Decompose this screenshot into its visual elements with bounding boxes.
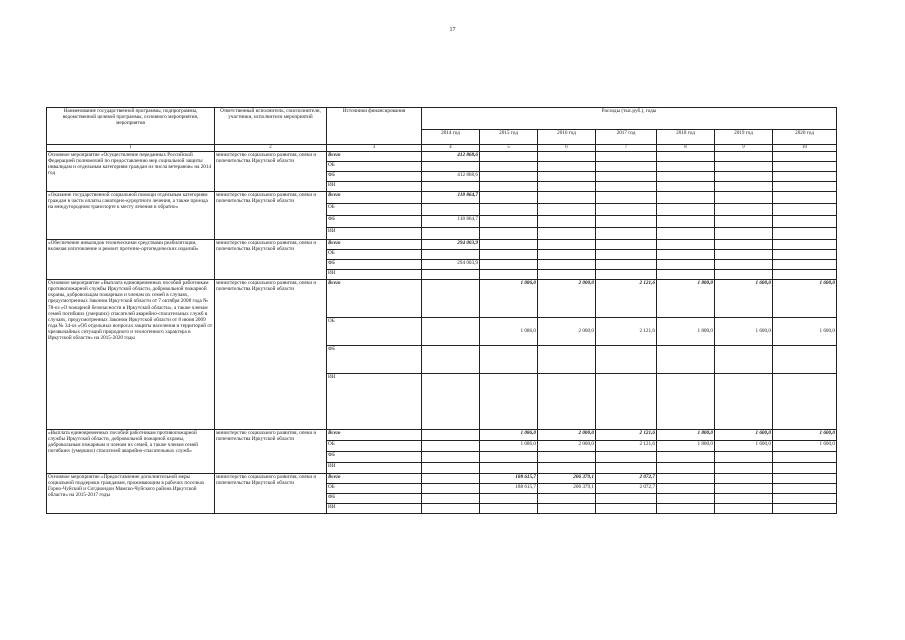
amount-cell: 1 086,0	[480, 430, 538, 441]
amount-cell	[596, 162, 657, 172]
funding-source: ИИ	[327, 270, 422, 280]
funding-source: ОБ	[327, 318, 422, 346]
amount-cell	[422, 280, 480, 318]
amount-cell	[596, 250, 657, 260]
amount-cell: 2 072,7	[596, 474, 657, 484]
funding-source: ИИ	[327, 228, 422, 240]
amount-cell	[480, 494, 538, 504]
amount-cell	[715, 240, 773, 250]
amount-cell	[715, 484, 773, 494]
amount-cell: 2 000,0	[538, 318, 596, 346]
amount-cell	[715, 162, 773, 172]
amount-cell: 118 864,7	[422, 216, 480, 228]
amount-cell	[773, 452, 837, 463]
amount-cell	[657, 152, 715, 162]
amount-cell	[596, 152, 657, 162]
amount-cell: 1 600,0	[715, 280, 773, 318]
column-number: 1	[47, 145, 215, 152]
year-header: 2014 год	[422, 130, 480, 145]
funding-source: ОБ	[327, 204, 422, 216]
amount-cell	[480, 216, 538, 228]
table-row	[47, 192, 837, 204]
responsible-executor: министерство социального развития, опеки и попечительства Иркутской области	[215, 192, 327, 240]
amount-cell	[480, 152, 538, 162]
amount-cell	[596, 463, 657, 474]
amount-cell: 1 600,0	[773, 430, 837, 441]
amount-cell: 1 600,0	[773, 280, 837, 318]
amount-cell	[596, 260, 657, 270]
amount-cell	[657, 374, 715, 430]
amount-cell	[596, 374, 657, 430]
column-number: 8	[657, 145, 715, 152]
table-row	[47, 474, 837, 484]
amount-cell: 412 868,6	[422, 172, 480, 182]
amount-cell	[538, 494, 596, 504]
column-number: 2	[215, 145, 327, 152]
year-header: 2015 год	[480, 130, 538, 145]
amount-cell: 2 000,0	[538, 430, 596, 441]
amount-cell: 1 800,0	[657, 280, 715, 318]
amount-cell	[538, 452, 596, 463]
amount-cell: 1 800,0	[657, 318, 715, 346]
budget-table	[46, 107, 837, 514]
year-header: 2020 год	[773, 130, 837, 145]
amount-cell	[480, 374, 538, 430]
amount-cell	[773, 172, 837, 182]
amount-cell	[715, 346, 773, 374]
amount-cell	[773, 504, 837, 514]
amount-cell	[596, 240, 657, 250]
amount-cell	[657, 494, 715, 504]
amount-cell	[657, 216, 715, 228]
budget-table-body	[47, 152, 837, 514]
funding-source: ФБ	[327, 346, 422, 374]
activity-name: «Обеспечение инвалидов техническими средствами реабилитации, включая изготовление и ремонт протезно-ортопедических изделий»	[47, 240, 215, 280]
responsible-executor: министерство социального развития, опеки и попечительства Иркутской области	[215, 474, 327, 514]
amount-cell	[773, 494, 837, 504]
col-header-expenses: Расходы (тыс.руб.), годы	[422, 108, 837, 130]
amount-cell	[480, 172, 538, 182]
amount-cell	[773, 152, 837, 162]
column-number: 9	[715, 145, 773, 152]
amount-cell	[657, 346, 715, 374]
year-header: 2017 год	[596, 130, 657, 145]
amount-cell	[773, 260, 837, 270]
amount-cell	[596, 504, 657, 514]
amount-cell	[538, 346, 596, 374]
amount-cell	[480, 162, 538, 172]
year-header: 2019 год	[715, 130, 773, 145]
amount-cell	[538, 228, 596, 240]
amount-cell	[715, 152, 773, 162]
funding-source: ИИ	[327, 374, 422, 430]
table-row	[47, 430, 837, 441]
amount-cell	[538, 204, 596, 216]
funding-source: Всего	[327, 192, 422, 204]
amount-cell: 2 121,6	[596, 430, 657, 441]
activity-name: Основное мероприятие «Осуществление переданных Российской Федерацией полномочий по предоставлению мер социальной защиты инвалидам и отдельным категориям граждан из числа ветеранов» на 2014 год	[47, 152, 215, 192]
funding-source: Всего	[327, 240, 422, 250]
amount-cell	[773, 346, 837, 374]
column-number: 4	[422, 145, 480, 152]
amount-cell: 1 600,0	[715, 430, 773, 441]
amount-cell	[538, 216, 596, 228]
amount-cell	[596, 192, 657, 204]
amount-cell	[657, 228, 715, 240]
amount-cell	[480, 240, 538, 250]
amount-cell	[715, 463, 773, 474]
funding-source: Всего	[327, 152, 422, 162]
amount-cell	[657, 250, 715, 260]
amount-cell	[773, 182, 837, 192]
amount-cell	[422, 463, 480, 474]
amount-cell: 188 615,7	[480, 484, 538, 494]
amount-cell	[422, 162, 480, 172]
funding-source: ФБ	[327, 172, 422, 182]
amount-cell	[538, 270, 596, 280]
amount-cell	[596, 204, 657, 216]
amount-cell: 118 864,7	[422, 192, 480, 204]
amount-cell	[538, 152, 596, 162]
table-row	[47, 152, 837, 162]
year-header: 2018 год	[657, 130, 715, 145]
amount-cell	[657, 162, 715, 172]
amount-cell: 1 600,0	[773, 441, 837, 452]
funding-source: ОБ	[327, 250, 422, 260]
amount-cell	[715, 452, 773, 463]
amount-cell	[480, 504, 538, 514]
amount-cell	[715, 250, 773, 260]
amount-cell: 294 003,9	[422, 240, 480, 250]
amount-cell: 2 121,6	[596, 318, 657, 346]
amount-cell	[422, 270, 480, 280]
funding-source: ОБ	[327, 162, 422, 172]
amount-cell	[422, 374, 480, 430]
amount-cell: 1 800,0	[657, 430, 715, 441]
amount-cell: 188 615,7	[480, 474, 538, 484]
amount-cell: 1 086,0	[480, 318, 538, 346]
amount-cell	[480, 228, 538, 240]
amount-cell: 412 868,6	[422, 152, 480, 162]
funding-source: ОБ	[327, 441, 422, 452]
amount-cell	[773, 250, 837, 260]
page-number: 17	[449, 27, 456, 33]
amount-cell	[657, 240, 715, 250]
amount-cell	[596, 494, 657, 504]
funding-source: ИИ	[327, 182, 422, 192]
amount-cell	[715, 204, 773, 216]
amount-cell	[773, 192, 837, 204]
funding-source: ФБ	[327, 216, 422, 228]
amount-cell	[715, 182, 773, 192]
amount-cell	[422, 504, 480, 514]
amount-cell: 2 000,0	[538, 441, 596, 452]
amount-cell: 1 800,0	[657, 441, 715, 452]
amount-cell	[422, 441, 480, 452]
amount-cell	[773, 484, 837, 494]
amount-cell	[480, 463, 538, 474]
amount-cell	[657, 260, 715, 270]
amount-cell: 2 072,7	[596, 484, 657, 494]
year-header: 2016 год	[538, 130, 596, 145]
amount-cell	[715, 270, 773, 280]
amount-cell	[773, 162, 837, 172]
amount-cell	[422, 346, 480, 374]
amount-cell	[480, 192, 538, 204]
table-row	[47, 240, 837, 250]
amount-cell	[657, 474, 715, 484]
amount-cell	[422, 228, 480, 240]
funding-source: ФБ	[327, 452, 422, 463]
funding-source: ИИ	[327, 463, 422, 474]
amount-cell: 1 600,0	[715, 441, 773, 452]
funding-source: ФБ	[327, 494, 422, 504]
amount-cell: 1 086,0	[480, 280, 538, 318]
amount-cell	[715, 192, 773, 204]
amount-cell	[773, 270, 837, 280]
column-number: 6	[538, 145, 596, 152]
amount-cell	[773, 228, 837, 240]
amount-cell	[715, 228, 773, 240]
amount-cell	[422, 452, 480, 463]
funding-source: Всего	[327, 474, 422, 484]
column-number: 7	[596, 145, 657, 152]
amount-cell	[596, 346, 657, 374]
amount-cell	[538, 463, 596, 474]
amount-cell	[538, 260, 596, 270]
amount-cell	[538, 182, 596, 192]
amount-cell	[480, 182, 538, 192]
amount-cell	[596, 182, 657, 192]
amount-cell	[596, 270, 657, 280]
amount-cell	[480, 250, 538, 260]
responsible-executor: министерство социального развития, опеки и попечительства Иркутской области	[215, 280, 327, 430]
amount-cell	[480, 452, 538, 463]
amount-cell	[657, 172, 715, 182]
amount-cell	[773, 216, 837, 228]
funding-source: Всего	[327, 430, 422, 441]
column-number: 3	[327, 145, 422, 152]
amount-cell: 1 600,0	[715, 318, 773, 346]
amount-cell	[422, 430, 480, 441]
activity-name: Основное мероприятие «Предоставление дополнительной меры социальной поддержки гражданам, проживающим в рабочих поселках Горно-Чуйский и Согдиондон Мамско-Чуйского района Иркутской области» на 2015-2017 годы	[47, 474, 215, 514]
amount-cell	[657, 204, 715, 216]
amount-cell	[657, 452, 715, 463]
responsible-executor: министерство социального развития, опеки и попечительства Иркутской области	[215, 240, 327, 280]
amount-cell	[422, 204, 480, 216]
amount-cell: 206 379,1	[538, 484, 596, 494]
amount-cell	[596, 216, 657, 228]
amount-cell	[538, 162, 596, 172]
amount-cell	[422, 250, 480, 260]
amount-cell	[538, 192, 596, 204]
col-header-responsible: Ответственный исполнитель, соисполнители, участники, исполнители мероприятий	[215, 108, 327, 145]
activity-name: «Выплата единовременных пособий работникам противопожарной службы Иркутской области, добровольной пожарной охраны, добровольным пожарным и членам их семей, а также членам семей погибших (умерших) спасателей аварийно-спасательных служб»	[47, 430, 215, 474]
amount-cell	[422, 182, 480, 192]
amount-cell	[715, 494, 773, 504]
amount-cell	[538, 240, 596, 250]
amount-cell	[480, 270, 538, 280]
amount-cell	[773, 374, 837, 430]
amount-cell	[715, 374, 773, 430]
amount-cell	[422, 484, 480, 494]
amount-cell: 1 086,0	[480, 441, 538, 452]
amount-cell	[715, 504, 773, 514]
amount-cell	[773, 463, 837, 474]
amount-cell	[596, 228, 657, 240]
amount-cell	[538, 504, 596, 514]
activity-name: Основное мероприятие «Выплата единовременных пособий работникам противопожарной службы Иркутской области, добровольной пожарной охраны, добровольцам пожарным и членам их семей в случаях, предусмотренных Законом Иркутской области от 7 октября 2008 года № 78-оз «О пожарной безопасности в Иркутской области», а также членам семей погибших (умерших) спасателей аварийно-спасательных служб в случаях, предусмотренных Законом Иркутской области от 8 июня 2009 года № 34-оз «Об отдельных вопросах защиты населения и территорий от чрезвычайных ситуаций природного и техногенного характера в Иркутской области» на 2015-2020 годы	[47, 280, 215, 430]
table-row	[47, 280, 837, 318]
col-header-source: Источники финансирования	[327, 108, 422, 145]
activity-name: «Оказание государственной социальной помощи отдельным категориям граждан в части оплаты санаторно-курортного лечения, а также проезда на междугородном транспорте к месту лечения и обратно»	[47, 192, 215, 240]
amount-cell	[715, 172, 773, 182]
amount-cell	[773, 240, 837, 250]
amount-cell	[657, 463, 715, 474]
column-number: 5	[480, 145, 538, 152]
amount-cell	[773, 474, 837, 484]
amount-cell: 2 121,6	[596, 441, 657, 452]
amount-cell	[538, 172, 596, 182]
amount-cell: 2 000,0	[538, 280, 596, 318]
responsible-executor: министерство социального развития, опеки и попечительства Иркутской области	[215, 430, 327, 474]
amount-cell	[657, 504, 715, 514]
amount-cell	[657, 182, 715, 192]
amount-cell	[657, 192, 715, 204]
amount-cell	[715, 216, 773, 228]
funding-source: ОБ	[327, 484, 422, 494]
amount-cell	[538, 374, 596, 430]
amount-cell	[657, 270, 715, 280]
amount-cell	[538, 250, 596, 260]
amount-cell	[480, 346, 538, 374]
amount-cell: 294 003,9	[422, 260, 480, 270]
column-number: 10	[773, 145, 837, 152]
amount-cell	[596, 172, 657, 182]
amount-cell	[422, 494, 480, 504]
amount-cell	[715, 474, 773, 484]
amount-cell	[657, 484, 715, 494]
amount-cell	[422, 474, 480, 484]
amount-cell: 2 121,6	[596, 280, 657, 318]
amount-cell	[596, 452, 657, 463]
amount-cell	[480, 260, 538, 270]
amount-cell	[480, 204, 538, 216]
col-header-name: Наименование государственной программы, подпрограммы, ведомственной целевой программы, основного мероприятия, мероприятия	[47, 108, 215, 145]
responsible-executor: министерство социального развития, опеки и попечительства Иркутской области	[215, 152, 327, 192]
funding-source: ФБ	[327, 260, 422, 270]
amount-cell	[422, 318, 480, 346]
amount-cell	[773, 204, 837, 216]
amount-cell	[715, 260, 773, 270]
funding-source: ИИ	[327, 504, 422, 514]
funding-source: Всего	[327, 280, 422, 318]
amount-cell: 1 600,0	[773, 318, 837, 346]
amount-cell: 206 379,1	[538, 474, 596, 484]
